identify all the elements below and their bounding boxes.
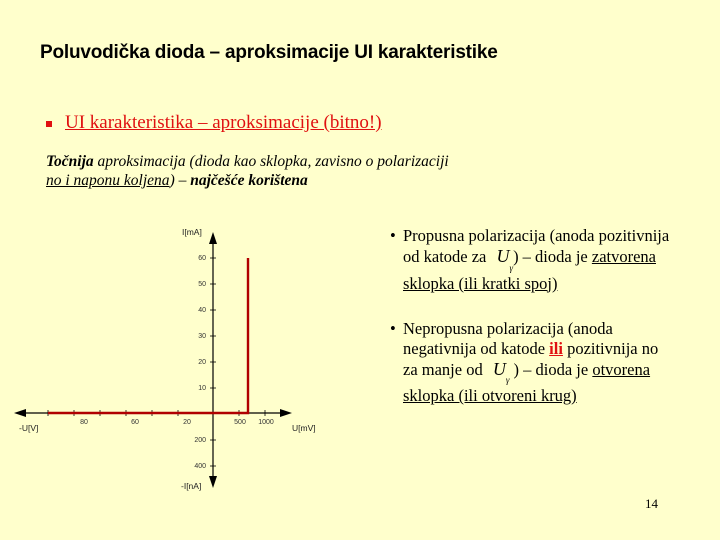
- var-u: U: [492, 358, 506, 379]
- item-text-3: ) – dioda je: [509, 359, 593, 379]
- list-item-reverse: [390, 319, 670, 407]
- characteristic-curve: [48, 258, 248, 413]
- x-axis-label-negative: -U[V]: [19, 423, 39, 433]
- description-text-2: ) –: [169, 172, 191, 189]
- item-text: Propusna polarizacija (anoda pozitivnija od katode za: [403, 226, 670, 266]
- bullet-dot-icon: •: [390, 318, 396, 338]
- bullet-heading: [46, 112, 382, 134]
- bullet-dot-icon: •: [390, 226, 396, 245]
- var-u: U: [496, 246, 510, 266]
- y-tick-10: 10: [198, 385, 206, 392]
- page-number: 14: [645, 496, 658, 511]
- underlined-text: zatvorena sklopka (ili kratki spoj): [403, 247, 656, 293]
- polarization-list: [390, 226, 670, 431]
- y-tick-200: 200: [194, 437, 206, 444]
- y-axis-label-negative: -I[nA]: [181, 481, 202, 491]
- x-tick-80: 80: [80, 419, 88, 426]
- item-text-2: pozitivnija no za manje od: [403, 338, 659, 379]
- u-gamma-symbol: [496, 246, 514, 273]
- y-axis-label-positive: I[mA]: [182, 227, 202, 237]
- description-text: aproksimacija (dioda kao sklopka, zavisno o polarizaciji: [93, 153, 449, 170]
- y-tick-50: 50: [198, 281, 206, 288]
- var-gamma: γ: [509, 262, 514, 273]
- bold-emphasis: najčešće korištena: [190, 172, 308, 189]
- list-item-forward: [390, 226, 670, 294]
- x-tick-20: 20: [183, 419, 191, 426]
- bullet-heading-text: UI karakteristika – aproksimacije (bitno!): [65, 112, 382, 133]
- y-tick-60: 60: [198, 255, 206, 262]
- square-bullet-icon: [46, 121, 52, 127]
- item-text: Nepropusna polarizacija (anoda negativnija od katode: [403, 318, 613, 358]
- red-emphasis: ili: [549, 338, 563, 358]
- x-tick-60: 60: [131, 419, 139, 426]
- x-tick-500: 500: [234, 419, 246, 426]
- var-gamma: γ: [505, 375, 510, 386]
- approximation-description: [46, 152, 606, 190]
- underlined-text: no i naponu koljena: [46, 172, 170, 189]
- y-tick-400: 400: [194, 463, 206, 470]
- u-gamma-symbol: [492, 358, 510, 386]
- item-text-2: ) – dioda je: [513, 247, 592, 266]
- ui-characteristic-chart: [0, 220, 340, 500]
- y-tick-20: 20: [198, 359, 206, 366]
- bold-term: Točnija: [46, 153, 94, 170]
- x-axis-label-positive: U[mV]: [292, 423, 316, 433]
- y-tick-30: 30: [198, 333, 206, 340]
- underlined-text: otvorena sklopka (ili otvoreni krug): [403, 359, 651, 406]
- slide-title: Poluvodička dioda – aproksimacije UI karakteristike: [40, 42, 498, 63]
- y-tick-40: 40: [198, 307, 206, 314]
- x-tick-1000: 1000: [258, 419, 274, 426]
